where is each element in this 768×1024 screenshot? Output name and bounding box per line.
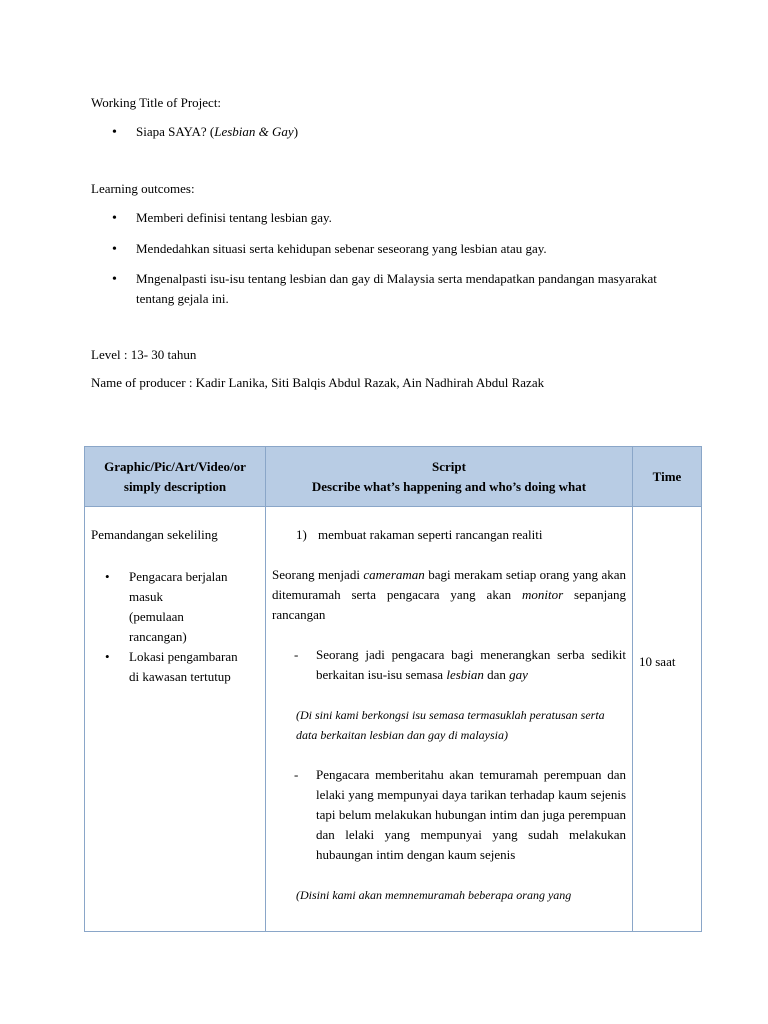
header-graphic: Graphic/Pic/Art/Video/or simply description: [85, 447, 266, 507]
storyboard-table: [84, 446, 702, 932]
table-row: [85, 507, 702, 932]
list-item: • Lokasi pengambaran di kawasan tertutup: [105, 647, 259, 687]
producer-text: Name of producer : Kadir Lanika, Siti Balqis Abdul Razak, Ain Nadhirah Abdul Razak: [91, 375, 545, 390]
bullet-icon: [112, 239, 120, 260]
bullet-icon: [112, 269, 120, 290]
working-title-label: Working Title of Project:: [91, 95, 222, 110]
time-value: 10 saat: [639, 654, 676, 669]
project-title: Siapa SAYA? (Lesbian & Gay): [136, 124, 299, 139]
graphic-cell: [85, 507, 266, 932]
scene-title: Pemandangan sekeliling: [91, 527, 218, 542]
outcome-item: Memberi definisi tentang lesbian gay.: [136, 210, 332, 225]
bullet-icon: [112, 208, 120, 229]
learning-outcomes-label: Learning outcomes:: [91, 181, 195, 196]
script-cell: [266, 507, 633, 932]
bullet-icon: [105, 647, 129, 687]
header-time: Time: [633, 447, 702, 507]
header-script: Script Describe what’s happening and who’s doing what: [266, 447, 633, 507]
script-dash-item: - Pengacara memberitahu akan temuramah perempuan dan lelaki yang mempunyai daya tarikan terhadap kaum sejenis tapi belum melakukan hubungan intim dan juga perempuan dan lelaki yang mempunyai yang sudah melakukan hubaungan intim dengan kaum sejenis: [294, 767, 626, 862]
bullet-icon: [112, 122, 120, 143]
outcome-item: Mngenalpasti isu-isu tentang lesbian dan gay di Malaysia serta mendapatkan pandangan masyarakat tentang gejala ini.: [136, 271, 657, 306]
list-item: • Pengacara berjalan masuk (pemulaan rancangan): [105, 567, 259, 647]
level-text: Level : 13- 30 tahun: [91, 347, 197, 362]
script-note: (Disini kami akan memnemuramah beberapa orang yang: [296, 888, 572, 902]
bullet-icon: [105, 567, 129, 647]
script-note: (Di sini kami berkongsi isu semasa termasuklah peratusan serta data berkaitan lesbian dan gay di malaysia): [296, 708, 605, 742]
table-header-row: [85, 447, 702, 507]
script-dash-item: - Seorang jadi pengacara bagi menerangkan serba sedikit berkaitan isu-isu semasa lesbian dan gay: [294, 647, 626, 682]
outcome-item: Mendedahkan situasi serta kehidupan sebenar seseorang yang lesbian atau gay.: [136, 241, 547, 256]
script-paragraph: Seorang menjadi cameraman bagi merakam setiap orang yang akan ditemuramah serta pengacara yang akan monitor sepanjang rancangan: [272, 567, 626, 622]
time-cell: [633, 507, 702, 932]
script-step: 1) membuat rakaman seperti rancangan realiti: [296, 527, 543, 542]
